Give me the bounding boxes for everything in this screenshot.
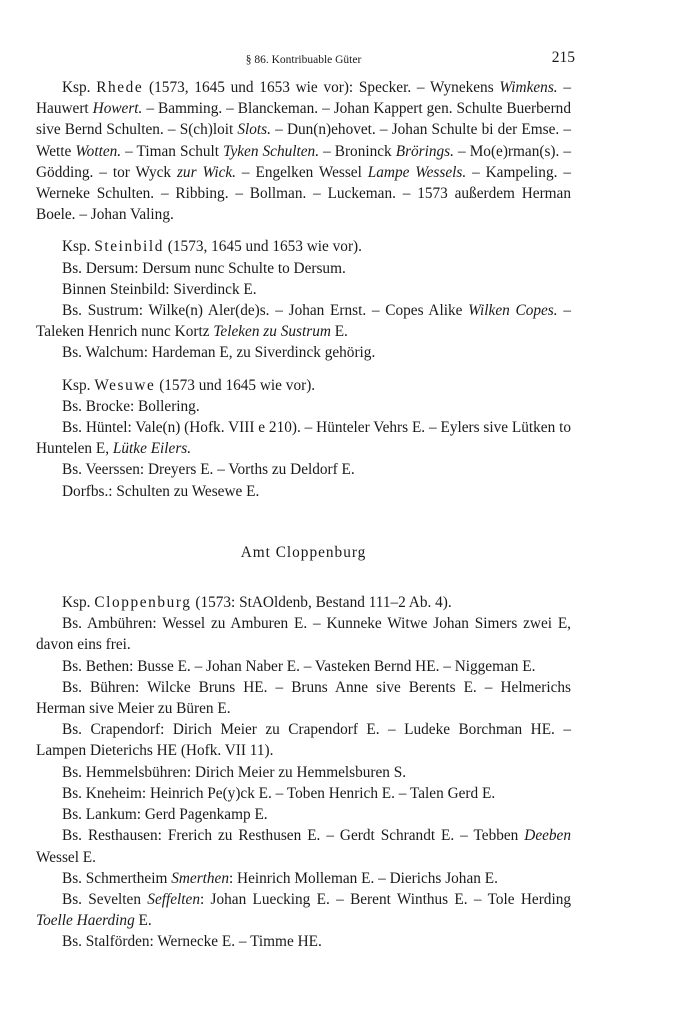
italic-run: Brörings. xyxy=(395,142,454,160)
paragraph-steinbild-title xyxy=(36,236,571,257)
text-run: : Heinrich Molleman E. – Dierichs Johan E. xyxy=(228,869,498,887)
entry-hemmelsbuehren: Bs. Hemmelsbühren: Dirich Meier zu Hemmelsburen S. xyxy=(62,763,407,781)
ksp-label: Ksp. xyxy=(62,238,91,256)
text-run: (1573, 1645 und 1653 wie vor). xyxy=(167,238,362,256)
text-run: Bs. Sustrum: Wilke(n) Aler(de)s. – Johan Ernst. – Copes Alike xyxy=(62,302,469,320)
entry-schmertheim xyxy=(36,868,571,889)
text-run: Bs. Schmertheim xyxy=(62,869,172,887)
entry-binnen-steinbild: Binnen Steinbild: Siverdinck E. xyxy=(62,280,257,298)
entry-huentel xyxy=(36,417,571,459)
italic-run: Wimkens. xyxy=(499,79,558,96)
text-run: – Dun(n)ehovet. – Johan Schulte bi der Emse. – Wette xyxy=(36,121,571,160)
entry-stalfoerden: Bs. Stalförden: Wernecke E. – Timme HE. xyxy=(62,933,322,951)
italic-run: Lampe Wessels. xyxy=(367,163,467,181)
parish-name: Wesuwe xyxy=(94,376,156,394)
paragraph-cloppenburg-title xyxy=(36,592,571,613)
text-run: E. xyxy=(330,323,348,341)
italic-run: Seffelten xyxy=(147,890,200,908)
text-run: – Mo(e)rman(s). – Gödding. – tor Wyck xyxy=(36,142,571,181)
text-run: Bs. Hüntel: Vale(n) (Hofk. VIII e 210). – Hünteler Vehrs E. – Eylers sive Lütken to Huntelen E, xyxy=(36,419,571,458)
italic-run: Deeben xyxy=(524,827,571,845)
italic-run: Toelle Haerding xyxy=(36,912,135,930)
text-run: Wessel E. xyxy=(36,848,96,866)
text-run: (1573, 1645 und 1653 wie vor): Specker. – Wynekens xyxy=(149,79,500,96)
italic-run: Slots. xyxy=(237,121,271,139)
paragraph-rhede xyxy=(36,77,571,225)
italic-run: Tyken Schulten. xyxy=(223,142,320,160)
page-body xyxy=(36,77,571,953)
section-steinbild xyxy=(36,236,571,363)
italic-run: zur Wick. xyxy=(176,163,237,181)
text-run: (1573: StAOldenb, Bestand 111–2 Ab. 4). xyxy=(195,594,452,612)
section-heading-amt-cloppenburg: Amt Cloppenburg xyxy=(240,543,367,561)
entry-veerssen: Bs. Veerssen: Dreyers E. – Vorths zu Deldorf E. xyxy=(62,461,355,479)
text-run: – Engelken Wessel xyxy=(236,163,368,181)
italic-run: Smerthen xyxy=(171,869,229,887)
page-header xyxy=(36,48,575,68)
text-run: – Timan Schult xyxy=(121,142,224,160)
italic-run: Howert. xyxy=(92,100,143,118)
page-number: 215 xyxy=(551,49,575,66)
entry-dersum: Bs. Dersum: Dersum nunc Schulte to Dersum. xyxy=(62,259,346,277)
parish-name: Rhede xyxy=(96,79,144,96)
text-run: : Johan Luecking E. – Berent Winthus E. – Tole Herding xyxy=(199,890,571,908)
text-run: E. xyxy=(134,912,152,930)
entry-walchum: Bs. Walchum: Hardeman E, zu Siverdinck gehörig. xyxy=(62,344,376,362)
section-cloppenburg xyxy=(36,592,571,952)
text-run: – Hauwert xyxy=(36,79,571,118)
text-run: – Taleken Henrich nunc Kortz xyxy=(36,302,571,341)
entry-resthausen xyxy=(36,825,571,867)
entry-brocke: Bs. Brocke: Bollering. xyxy=(62,397,200,415)
section-wesuwe xyxy=(36,375,571,502)
entry-kneheim: Bs. Kneheim: Heinrich Pe(y)ck E. – Toben Henrich E. – Talen Gerd E. xyxy=(62,784,496,802)
text-run: – Broninck xyxy=(319,142,396,160)
italic-run: Teleken zu Sustrum xyxy=(213,323,331,341)
italic-run: Wotten. xyxy=(75,142,122,160)
text-run: – Bamming. – Blanckeman. – Johan Kappert gen. Schulte Buerbernd sive Bernd Schulten. – S(ch)loit xyxy=(36,100,571,139)
entry-sevelten xyxy=(36,889,571,931)
entry-ambuehren: Bs. Ambühren: Wessel zu Amburen E. – Kunneke Witwe Johan Simers zwei E, davon eins frei. xyxy=(36,615,571,654)
section-rhede xyxy=(36,77,571,225)
text-run: Bs. Sevelten xyxy=(62,890,148,908)
ksp-label: Ksp. xyxy=(62,594,91,612)
entry-bethen: Bs. Bethen: Busse E. – Johan Naber E. – Vasteken Bernd HE. – Niggeman E. xyxy=(62,657,536,675)
entry-sustrum xyxy=(36,300,571,342)
paragraph-wesuwe-title xyxy=(36,375,571,396)
running-title: § 86. Kontribuable Güter xyxy=(245,54,362,66)
entry-buehren: Bs. Bühren: Wilcke Bruns HE. – Bruns Anne sive Berents E. – Helmerichs Herman sive Meier zu Büren E. xyxy=(36,678,571,718)
text-run: Bs. Resthausen: Frerich zu Resthusen E. – Gerdt Schrandt E. – Tebben xyxy=(62,827,525,845)
italic-run: Wilken Copes. xyxy=(468,302,558,320)
parish-name: Cloppenburg xyxy=(94,594,192,612)
parish-name: Steinbild xyxy=(94,238,164,256)
ksp-label: Ksp. xyxy=(62,376,91,394)
entry-crapendorf: Bs. Crapendorf: Dirich Meier zu Crapendorf E. – Ludeke Borchman HE. – Lampen Dieterichs HE (Hofk. VII 11). xyxy=(36,721,571,760)
text-run: – Kampeling. – Werneke Schulten. – Ribbing. – Bollman. – Luckeman. – 1573 außerdem Herman Boele. – Johan Valing. xyxy=(36,163,571,224)
text-run: (1573 und 1645 wie vor). xyxy=(159,376,316,394)
entry-dorfbs: Dorfbs.: Schulten zu Wesewe E. xyxy=(62,482,260,500)
italic-run: Lütke Eilers. xyxy=(112,440,192,458)
entry-lankum: Bs. Lankum: Gerd Pagenkamp E. xyxy=(62,806,268,824)
ksp-label: Ksp. xyxy=(62,79,91,96)
